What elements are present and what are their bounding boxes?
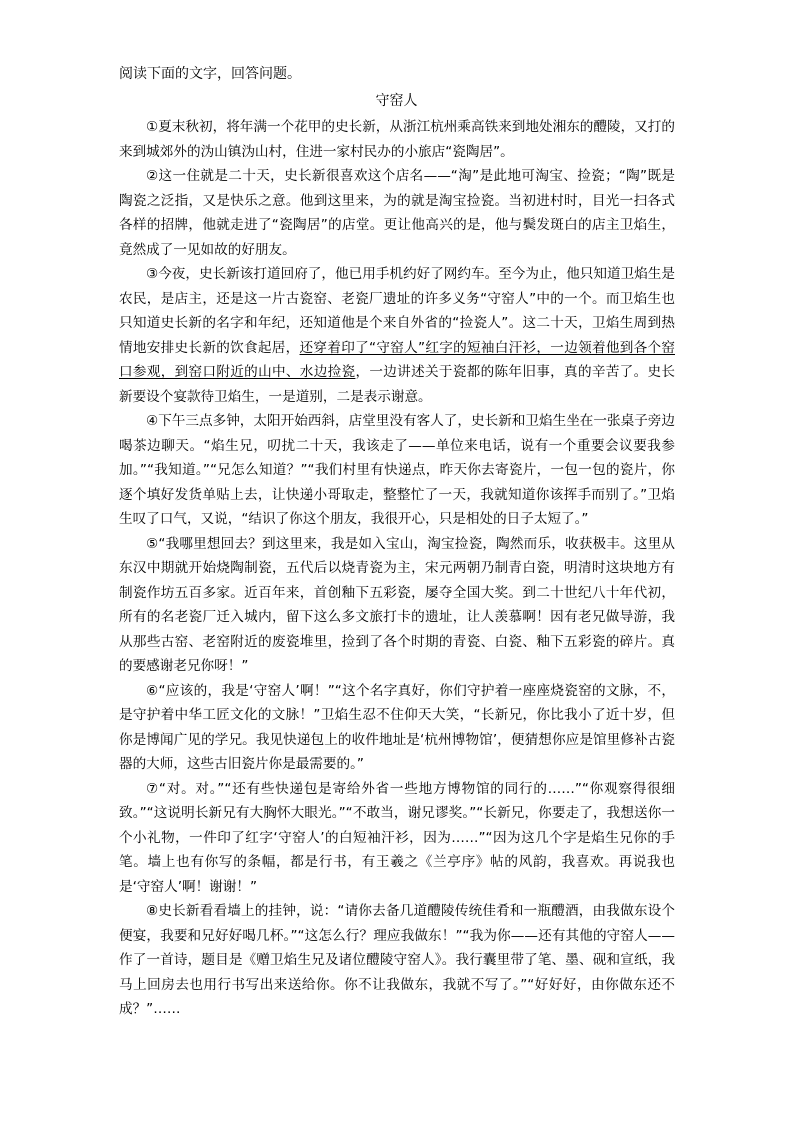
paragraph-3-text-before: ③今夜，史长新该打道回府了，他已用手机约好了网约车。至今为止，他只知道卫焰生是农民，是店主，还是这一片古瓷窑、老瓷厂遗址的许多义务“守窑人”中的一个。而卫焰生也只知道史长新的名字和年纪，还知道他是个来自外省的“捡瓷人”。这二十天，卫焰生周到热情地安排史长新的饮食起居， [119,266,675,356]
article-title: 守窑人 [375,93,418,109]
reading-instruction: 阅读下面的文字，回答问题。 [119,66,301,82]
article-body [119,115,675,1022]
underlined-sentence: 还穿着印了“守窑人”红字的短袖白汗衫，一边领着他到各个窑口参观，到窑口附近的山中、水边捡瓷 [119,339,675,380]
paragraph-3 [119,262,675,409]
paragraph-2: ②这一住就是二十天，史长新很喜欢这个店名——“淘”是此地可淘宝、捡瓷；“陶”既是陶瓷之泛指，又是快乐之意。他到这里来，为的就是淘宝捡瓷。当初进村时，目光一扫各式各样的招牌，他就走进了“瓷陶居”的店堂。更让他高兴的是，他与鬓发斑白的店主卫焰生，竟然成了一见如故的好朋友。 [119,168,675,258]
paragraph-1: ①夏末秋初，将年满一个花甲的史长新，从浙江杭州乘高铁来到地处湘东的醴陵，又打的来到城郊外的沩山镇沩山村，住进一家村民办的小旅店“瓷陶居”。 [119,119,675,160]
paragraph-5: ⑤“我哪里想回去？到这里来，我是如入宝山，淘宝捡瓷，陶然而乐，收获极丰。这里从东汉中期就开始烧陶制瓷，五代后以烧青瓷为主，宋元两朝乃制青白瓷，明清时这块地方有制瓷作坊五百多家。近百年来，首创釉下五彩瓷，屡夺全国大奖。到二十世纪八十年代初，所有的名老瓷厂迁入城内，留下这么多文旅打卡的遗址，让人羡慕啊！因有老兄做导游，我从那些古窑、老窑附近的废瓷堆里，捡到了各个时期的青瓷、白瓷、釉下五彩瓷的碎片。真的要感谢老兄你呀！” [119,535,675,674]
paragraph-7: ⑦“对。对。”“还有些快递包是寄给外省一些地方博物馆的同行的……”“你观察得很细致。”“这说明长新兄有大胸怀大眼光。”“不敢当，谢兄谬奖。”“长新兄，你要走了，我想送你一个小礼物，一件印了红字‘守窑人’的白短袖汗衫，因为……”“因为这几个字是焰生兄你的手笔。墙上也有你写的条幅，都是行书，有王羲之《兰亭序》帖的风韵，我喜欢。再说我也是‘守窑人’啊！谢谢！” [119,780,675,895]
paragraph-6: ⑥“应该的，我是‘守窑人’啊！”“这个名字真好，你们守护着一座座烧瓷窑的文脉，不，是守护着中华工匠文化的文脉！”卫焰生忍不住仰天大笑，“长新兄，你比我小了近十岁，但你是博闻广见的学兄。我见快递包上的收件地址是‘杭州博物馆’，便猜想你应是馆里修补古瓷器的大师，这些古旧瓷片你是最需要的。” [119,682,675,772]
paragraph-3-text-after: ，一边讲述关于瓷都的陈年旧事，真的辛苦了。史长新要设个宴款待卫焰生，一是道别，二是表示谢意。 [119,364,676,405]
paragraph-8: ⑧史长新看看墙上的挂钟，说：“请你去备几道醴陵传统佳肴和一瓶醴酒，由我做东设个便宴，我要和兄好好喝几杯。”“这怎么行？理应我做东！”“我为你——还有其他的守窑人——作了一首诗，题目是《赠卫焰生兄及诸位醴陵守窑人》。我行囊里带了笔、墨、砚和宣纸，我马上回房去也用行书写出来送给你。你不让我做东，我就不写了。”“好好好，由你做东还不成？”…… [119,903,675,1017]
paragraph-4: ④下午三点多钟，太阳开始西斜，店堂里没有客人了，史长新和卫焰生坐在一张桌子旁边喝茶边聊天。“焰生兄，叨扰二十天，我该走了——单位来电话，说有一个重要会议要我参加。”“我知道。”“兄怎么知道？”“我们村里有快递点，昨天你去寄瓷片，一包一包的瓷片，你逐个填好发货单贴上去，让快递小哥取走，整整忙了一天，我就知道你该挥手而别了。”卫焰生叹了口气，又说，“结识了你这个朋友，我很开心，只是相处的日子太短了。” [119,413,675,527]
